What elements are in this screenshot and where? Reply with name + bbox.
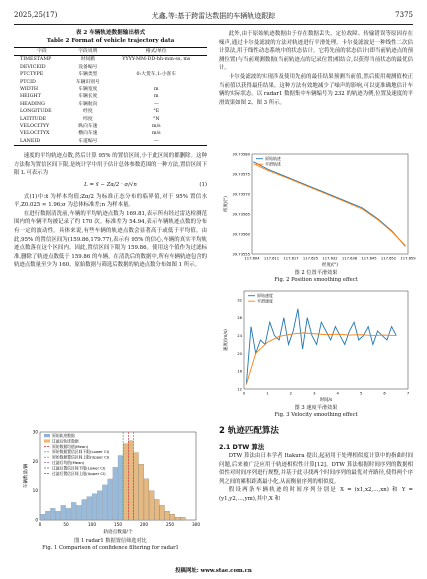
table-header-cell: 字段说明	[70, 48, 106, 56]
fig3-x-tick-label: 5	[359, 391, 363, 396]
fig1-bar	[71, 502, 76, 520]
table-cell	[106, 64, 207, 71]
fig3-legend-label: 平滑速度	[257, 298, 273, 304]
header-page-number: 7375	[395, 11, 413, 19]
table-cell: 车辆航向	[78, 101, 98, 107]
table-cell: LANEID	[14, 138, 70, 146]
fig3-x-tick-label: 2	[289, 391, 293, 396]
table-title-en: Table 2 Format of vehicle trajectory data	[46, 37, 175, 44]
table-cell: 车辆类型	[78, 72, 98, 78]
table-row	[14, 71, 207, 78]
table-cell: m	[154, 94, 159, 100]
fig2-y-axis-label: 纬度/(°)	[224, 196, 229, 212]
fig2-caption-cn: 图 2 位置平滑效果	[294, 270, 338, 276]
table-cell: 车辆宽度	[78, 87, 98, 93]
fig2-series-line	[253, 164, 405, 246]
fig2-x-tick-label: 117.645	[361, 256, 377, 261]
fig1-bar	[108, 479, 113, 520]
fig1-bar	[144, 479, 149, 520]
table-cell: 车道编号	[70, 138, 106, 146]
fig2-plot-frame	[252, 154, 408, 254]
table-cell	[106, 79, 207, 86]
fig2-caption	[219, 270, 413, 284]
fig2-legend-label: 原始轨迹	[265, 156, 281, 161]
table-cell: 纵向车速	[78, 124, 98, 130]
fig3-velocity-plot	[222, 287, 412, 405]
fig1-legend-swatch	[44, 439, 50, 442]
fig1-caption	[14, 538, 207, 552]
table-header-cell: 格式/单位	[106, 48, 207, 56]
table-cell: °E	[153, 109, 160, 115]
fig1-x-tick-label: 300	[192, 522, 200, 527]
table-row	[14, 56, 207, 64]
fig3-y-tick-label: 32	[237, 298, 242, 303]
fig1-y-axis-label: 车辆数量/辆	[24, 463, 29, 489]
fig1-bar	[92, 494, 97, 520]
fig1-bar	[180, 517, 185, 520]
table-title-cn: 表 2 车辆轨迹数据输出格式	[75, 30, 146, 36]
table-cell: HEIGHT	[20, 94, 41, 100]
header-article-title: 尤鑫,等:基于跨雷达数据的车辆轨迹跟踪	[151, 12, 276, 20]
left-column	[14, 30, 207, 270]
fig1-x-tick-label: 200	[140, 522, 148, 527]
fig1-bar	[87, 497, 92, 520]
fig3-y-tick-label: 20	[237, 351, 242, 356]
fig1-x-tick-label: 150	[114, 522, 122, 527]
fig1-legend-label: 原始数据置信区间上限(Upper CI)	[52, 454, 110, 460]
table-row	[14, 138, 207, 146]
fig1-legend-label: 原始数据置信区间下限(Lower CI)	[52, 449, 110, 455]
left-paragraph-1: 速度的平均轨迹点数,然后计算 95% 的置信区间,小于此区间的都删除。这种方法称为置信区间下限,是统计学中用于估计总体参数范围的一种方法,置信区间下限 L 可表示为	[14, 153, 207, 177]
table-cell: TIMESTAMP	[20, 57, 52, 63]
fig2-y-tick-label: 39.73565	[232, 212, 250, 217]
fig1-bar	[56, 511, 61, 520]
fig3-caption	[219, 405, 413, 419]
fig1-legend-label: 过滤后置信区间下限(Lower CI)	[52, 465, 106, 471]
running-header	[14, 10, 413, 25]
fig3-x-tick-label: 0	[242, 391, 246, 396]
table-row	[14, 123, 207, 130]
trajectory-format-table	[14, 47, 207, 146]
table-cell: —	[153, 101, 159, 107]
section-2-heading: 2 轨迹匹配算法	[219, 426, 279, 436]
table-cell: WIDTH	[20, 87, 39, 93]
footer-submission-url: 投稿网址: www.stae.com.cn	[175, 568, 252, 574]
fig1-bar	[123, 444, 128, 520]
left-paragraph-3: 在进行数据清洗前,车辆的平均轨迹点数为 169.81,表示所有经过雷达检测范围内的车辆平均被记录了约 170 次。标准差为 54.94,表示车辆轨迹点数的分布有一定的波动性。具体来说,有些车辆的轨迹点数会显著高于或低于平均值。由此,95% 的置信区间为(159.86,179.77),表示有 95% 的信心,车辆的真实平均轨迹点数落在这个区间内。因此,置信区间下限为 159.86。使用这个值作为过滤标准,删除了轨迹点数低于 159.86 的车辆。在清洗后的数据中,所有车辆轨迹包含的轨迹点数量至少为 160。原始数据与筛选后数据的轨迹点数分布如图 1 所示。	[14, 210, 207, 269]
fig1-bar	[113, 467, 118, 520]
fig2-x-tick-label: 117.625	[302, 256, 319, 261]
fig1-bar	[175, 517, 180, 520]
table-cell: —	[106, 138, 207, 146]
fig3-x-tick-label: 7	[406, 391, 410, 396]
fig1-bar	[50, 508, 55, 520]
fig2-x-tick-label: 117.659	[400, 256, 416, 261]
table-row	[14, 79, 207, 86]
fig1-bar	[149, 491, 154, 520]
fig1-bar	[45, 511, 50, 520]
right-paragraph-2: 卡尔曼滤波的实现涉及使用先前的最佳结果预测当前值,然后使用观测值校正当前值以获得最佳结果。这种方法有效地减少了噪声的影响,可以更准确地估计车辆的实际状态。以 radar1 数据集中车辆编号为 232 的轨迹为例,位置及速度的平滑效果如图 2、图 3 所示。	[219, 73, 413, 106]
table-cell: 纬度	[83, 116, 93, 122]
fig3-y-axis-label: 速度/(m/s)	[224, 329, 229, 351]
equation-1	[14, 181, 207, 190]
table-row	[14, 116, 207, 123]
table-cell: m/s	[152, 124, 161, 130]
table-cell: VELOCITYX	[20, 131, 50, 137]
fig1-x-tick-label: 250	[166, 522, 174, 527]
fig1-legend-swatch	[44, 434, 50, 437]
fig1-bar	[102, 485, 107, 520]
fig3-x-tick-label: 3	[313, 391, 316, 396]
table-header-cell: 字段	[14, 48, 70, 56]
fig1-legend-label: 过滤后轨迹数据	[52, 438, 79, 444]
fig2-x-tick-label: 117.638	[341, 256, 358, 261]
table-cell: m	[154, 87, 159, 93]
section-2-1-heading: 2.1 DTW 算法	[219, 443, 265, 451]
section-2-paragraph-2: 假设两条车辆轨迹的时间序列分别是 X = (x1,x2,…,xn) 和 Y = (y1,y2,…,ym),其中,X 和	[219, 487, 413, 502]
fig1-x-tick-label: 0	[38, 522, 42, 527]
table-cell: 车辆长度	[78, 94, 98, 100]
fig1-x-axis-label: 轨迹点数量/个	[103, 530, 133, 535]
fig3-legend-label: 原始速度	[257, 293, 273, 298]
fig3-caption-en: Fig. 3 Velocity smoothing effect	[274, 412, 358, 418]
right-paragraph-1: 此外,由于原始轨迹数据由于存在数据丢失、定位故障、传输错误等原因存在噪声,通过卡尔曼滤波的方法对轨迹进行平滑处理。卡尔曼滤波是一种线性二次估计算法,用于线性动态系统中的状态估计。它将先前的状态估计(即当前轨迹点的预测位置)与当前观测数据(当前轨迹点的记录位置)相结合,以获得当前状态的最优估计。	[219, 31, 413, 72]
fig3-caption-cn: 图 3 速度平滑效果	[294, 405, 338, 411]
fig1-y-tick-label: 20	[32, 458, 38, 464]
fig1-x-tick-label: 50	[63, 522, 69, 527]
fig3-plot-frame	[244, 291, 408, 389]
table-body	[14, 56, 207, 146]
table-row	[14, 101, 207, 108]
table-title	[14, 30, 207, 45]
table-cell: 0:大货车,1:小客车	[136, 72, 177, 78]
fig1-bar	[154, 499, 159, 520]
fig3-y-tick-label: 16	[237, 369, 242, 374]
table-cell: LATITUDE	[20, 116, 47, 122]
left-paragraph-2: 式(1)中:x̄ 为样本均值;Zα/2 为标准正态分布的临界值,对于 95% 置信水平,Z0.025 ≈ 1.96;σ 为总体标准差;n 为样本量。	[14, 193, 207, 209]
fig1-bar	[170, 514, 175, 520]
fig1-legend-label: 原始数据均值(Mean)	[52, 443, 89, 449]
fig1-bar	[61, 505, 66, 520]
right-column-top	[219, 30, 413, 107]
fig1-y-tick-label: 30	[32, 429, 38, 435]
table-cell: 设备编号	[78, 64, 98, 70]
section-2-body	[219, 452, 413, 504]
table-cell: DEVICEID	[20, 64, 46, 70]
fig2-series-line	[253, 162, 405, 247]
table-cell: 经度	[83, 109, 93, 115]
fig3-series-line	[246, 309, 396, 385]
fig2-y-tick-label: 39.73555	[232, 252, 250, 257]
fig1-bar	[165, 511, 170, 520]
table-cell: 横向车速	[78, 131, 98, 137]
table-cell: °N	[153, 116, 160, 122]
table-cell: LONGITUDE	[20, 109, 52, 115]
fig3-y-tick-label: 28	[237, 316, 242, 321]
table-cell: 时间戳	[80, 57, 96, 63]
fig2-x-tick-label: 117.632	[322, 256, 338, 261]
table-cell: YYYY-MM-DD-hh-mm-ss, ms	[122, 57, 191, 63]
fig1-legend-label: 过滤后置信区间上限(Upper CI)	[52, 470, 106, 476]
fig1-legend-label: 过滤后均值(Mean)	[52, 460, 85, 465]
table-cell: m/s	[152, 131, 161, 137]
fig1-caption-cn: 图 1 radar1 数据置信筛选对比	[74, 538, 147, 544]
fig2-y-tick-label: 39.73580	[232, 152, 250, 157]
fig3-y-tick-label: 12	[237, 387, 242, 392]
fig2-x-tick-label: 117.652	[380, 256, 397, 261]
table-row	[14, 86, 207, 93]
fig3-x-axis-label: 时间/s	[319, 398, 333, 403]
fig1-histogram	[22, 428, 200, 536]
fig1-y-tick-label: 0	[35, 517, 38, 523]
fig1-bar	[97, 491, 102, 520]
fig2-position-plot	[222, 150, 416, 270]
fig2-y-tick-label: 39.73570	[232, 192, 250, 197]
fig2-y-tick-label: 39.73575	[232, 172, 250, 177]
table-cell: VELOCITYY	[20, 124, 50, 130]
header-journal-issue: 2025,25(17)	[14, 11, 58, 19]
table-cell: 车辆识别号	[75, 79, 100, 85]
fig3-x-tick-label: 4	[336, 391, 339, 396]
fig1-bar	[134, 453, 139, 520]
fig1-x-tick-label: 100	[88, 522, 96, 527]
table-cell: PTCTYPE	[20, 72, 44, 78]
fig1-bar	[66, 508, 71, 520]
fig1-bar	[128, 441, 133, 520]
table-row	[14, 64, 207, 71]
fig3-x-tick-label: 1	[266, 391, 269, 396]
table-cell: PTCID	[20, 79, 36, 85]
fig1-legend-label: 原始轨迹数据	[52, 433, 75, 438]
fig1-bar	[76, 505, 81, 520]
fig2-caption-en: Fig. 2 Position smoothing effect	[274, 277, 358, 283]
fig1-bar	[139, 464, 144, 520]
fig1-caption-en: Fig. 1 Comparison of confidence filtering for radar1	[42, 545, 179, 551]
fig3-y-tick-label: 24	[237, 333, 242, 338]
fig1-bar	[118, 455, 123, 520]
section-2-paragraph-1: DTW 算法由日本学者 Itakura 提出,起初用于处理相似度计算中的指曲时间问题,后来被广泛应用于轨迹相似性计算[12]。DTW 算法根据时间序列的数据相似性对时间序列进行规整,并基于此寻找两个时间序列的最优对齐路径,使得两个序列之间的累积距离最小化,从而衡量序列的相似度。	[219, 453, 413, 485]
fig2-legend-label: 平滑轨迹	[265, 161, 281, 167]
fig2-x-tick-label: 117.617	[283, 256, 299, 261]
equation-1-number: (1)	[199, 182, 207, 189]
fig2-x-axis-label: 经度/(°)	[322, 263, 338, 268]
fig2-x-tick-label: 117.604	[244, 256, 260, 261]
table-row	[14, 108, 207, 115]
fig1-bar	[82, 499, 87, 520]
fig1-y-tick-label: 10	[32, 488, 38, 494]
fig2-y-tick-label: 39.73560	[232, 232, 250, 237]
fig2-x-tick-label: 117.611	[263, 256, 280, 261]
table-row	[14, 93, 207, 100]
table-header-row	[14, 48, 207, 56]
equation-1-body: L = x̄ − Zα/2 · σ/√n	[84, 182, 137, 189]
table-row	[14, 130, 207, 137]
table-cell: HEADING	[20, 101, 45, 107]
fig1-bar	[160, 505, 165, 520]
fig3-x-tick-label: 6	[383, 391, 386, 396]
fig1-bar	[40, 514, 45, 520]
